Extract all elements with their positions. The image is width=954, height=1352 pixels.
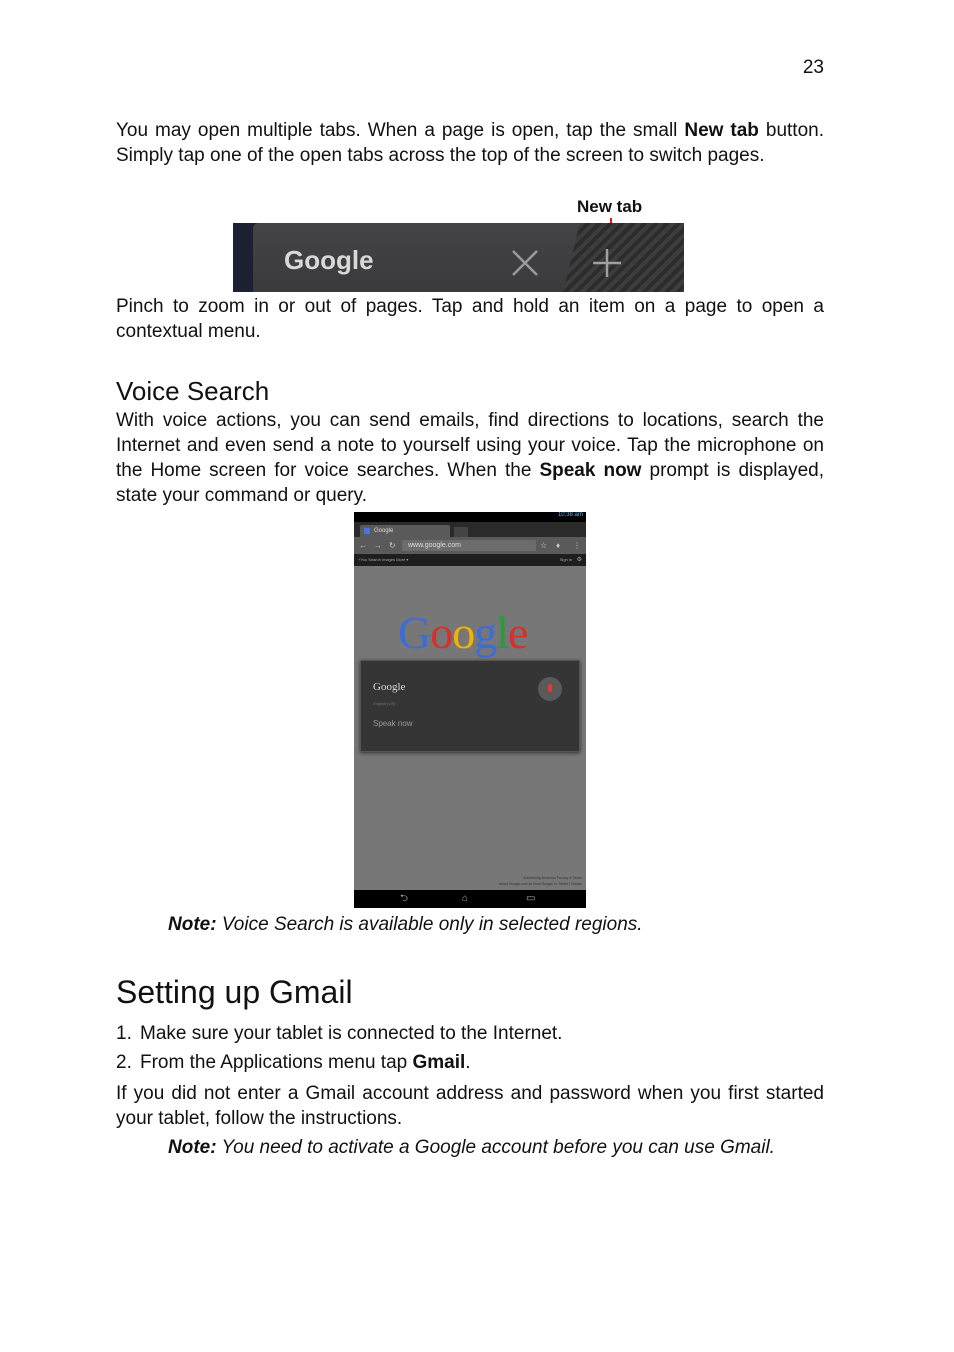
status-bar [354,512,586,522]
sign-in-link[interactable]: Sign in [559,557,572,562]
gmail-step-1: 1. Make sure your tablet is connected to the Internet. [116,1023,563,1044]
speak-now-prompt: Speak now [373,719,413,728]
gmail-note: Note: You need to activate a Google account before you can use Gmail. [168,1137,775,1158]
speak-now-term: Speak now [539,460,642,481]
gear-icon[interactable]: ⚙ [576,557,582,563]
google-bar [354,554,586,566]
dialog-language[interactable]: English (US) [373,701,396,706]
gmail-term: Gmail [412,1052,466,1073]
gmail-step-2: 2. From the Applications menu tap Gmail. [116,1052,471,1073]
tablet-tab[interactable]: Google [360,525,450,537]
url-field[interactable]: www.google.com [402,540,536,551]
tab-title: Google [284,245,374,275]
menu-icon[interactable]: ⋮ [573,541,581,550]
voice-search-dialog [360,660,580,752]
close-tab-icon[interactable] [510,248,540,278]
gmail-paragraph: If you did not enter a Gmail account address and password when you first started your tablet, follow the instructions. [116,1083,824,1129]
intro-paragraph: You may open multiple tabs. When a page is open, tap the small New tab button. Simply tap one of the open tabs across the top of the screen to switch pages. [116,120,824,166]
tablet-address-bar [354,537,586,554]
navigation-bar [354,890,586,908]
back-nav-icon[interactable]: ⮌ [400,893,409,904]
recent-apps-icon[interactable]: ▭ [526,893,536,904]
plus-icon[interactable] [591,247,623,279]
mic-icon[interactable]: ♦ [556,541,561,550]
tablet-new-tab-button[interactable] [454,527,468,537]
tablet-tab-bar [354,522,586,537]
home-nav-icon[interactable]: ⌂ [462,893,469,904]
voice-search-heading: Voice Search [116,376,270,406]
new-tab-callout-label: New tab [577,197,643,216]
footer-links-2[interactable]: About Google.com.tw View Google in: Tablet | Classic [498,882,582,886]
dialog-title: Google [373,681,406,693]
status-time: 10:38 am [557,512,583,518]
browser-tab-strip-figure [233,223,684,292]
back-icon[interactable]: ← [359,541,367,550]
page-number: 23 [802,57,824,78]
forward-icon[interactable]: → [374,541,382,550]
favicon-icon [364,528,370,534]
star-icon[interactable]: ☆ [540,541,548,550]
pinch-paragraph: Pinch to zoom in or out of pages. Tap and hold an item on a page to open a contextual menu. [116,296,824,342]
footer-links-1[interactable]: Advertising Business Privacy & Terms [523,876,582,880]
reload-icon[interactable]: ↻ [389,541,396,550]
voice-search-screenshot [354,512,586,908]
microphone-button[interactable] [538,677,562,701]
voice-search-note: Note: Voice Search is available only in selected regions. [168,914,643,935]
google-footer [354,872,586,890]
google-logo: Google [398,607,528,658]
microphone-icon [548,684,552,692]
new-tab-button[interactable] [563,223,684,292]
google-bar-links[interactable]: +You Search Images More ▾ [358,557,409,562]
new-tab-term: New tab [684,120,759,141]
gmail-heading: Setting up Gmail [116,974,353,1010]
voice-search-paragraph: With voice actions, you can send emails, find directions to locations, search the Internet and even send a note to yourself using your voice. Tap the microphone on the Home screen for voice searches. When the Speak now prompt is displayed, state your command or query. [116,410,824,506]
